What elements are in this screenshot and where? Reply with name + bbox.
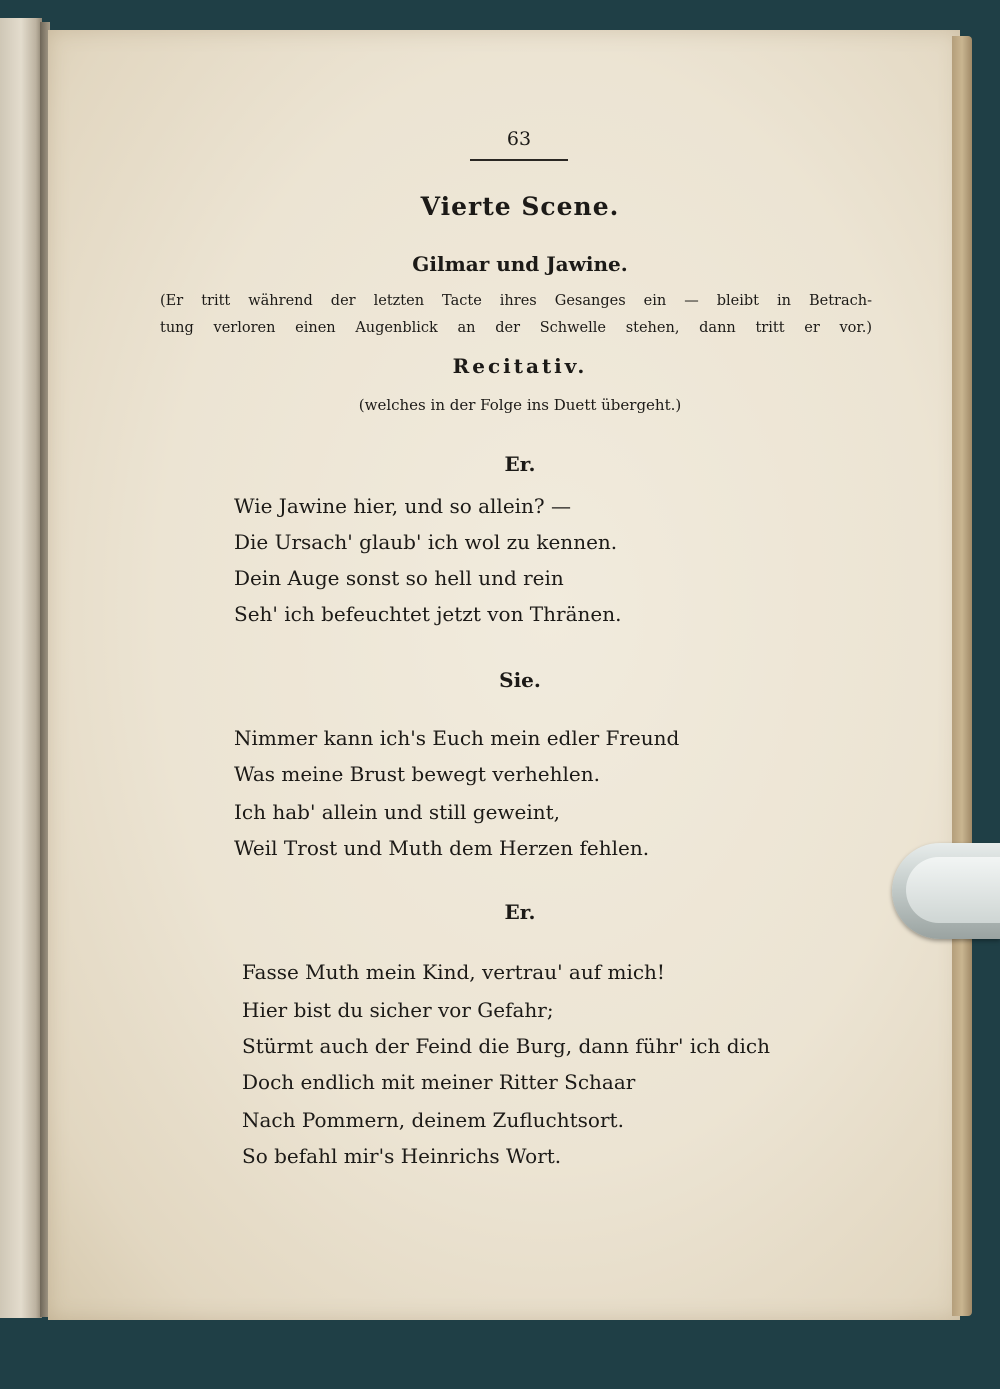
speaker-label: Er. <box>504 900 536 924</box>
page-number-rule <box>470 159 568 161</box>
speaker-label: Er. <box>504 452 536 476</box>
verse-line: Dein Auge sonst so hell und rein <box>234 566 564 590</box>
scene-title: Vierte Scene. <box>420 192 620 221</box>
verse-line: Wie Jawine hier, und so allein? — <box>234 494 572 518</box>
verse-line: Seh' ich befeuchtet jetzt von Thränen. <box>234 602 622 626</box>
stage-direction-line: (Er tritt während der letzten Tacte ihres Gesanges ein — bleibt in Betrach- <box>160 293 872 309</box>
speaker-label: Sie. <box>499 668 541 692</box>
verse-line: So befahl mir's Heinrichs Wort. <box>242 1144 562 1168</box>
verse-line: Doch endlich mit meiner Ritter Schaar <box>242 1070 636 1094</box>
verse-line: Stürmt auch der Feind die Burg, dann führ' ich dich <box>242 1034 770 1058</box>
verse-line: Ich hab' allein und still geweint, <box>234 800 561 824</box>
verse-line: Fasse Muth mein Kind, vertrau' auf mich! <box>242 960 665 984</box>
scene-characters: Gilmar und Jawine. <box>412 252 628 276</box>
section-title: Recitativ. <box>452 354 588 378</box>
verse-line: Nach Pommern, deinem Zufluchtsort. <box>242 1108 624 1132</box>
section-note: (welches in der Folge ins Duett übergeht.) <box>358 396 682 414</box>
stage-direction-line: tung verloren einen Augenblick an der Schwelle stehen, dann tritt er vor.) <box>160 320 872 336</box>
verse-line: Hier bist du sicher vor Gefahr; <box>242 998 554 1022</box>
verse-line: Die Ursach' glaub' ich wol zu kennen. <box>234 530 618 554</box>
verse-line: Was meine Brust bewegt verhehlen. <box>234 762 600 786</box>
verse-line: Nimmer kann ich's Euch mein edler Freund <box>234 726 680 750</box>
page-clip <box>892 843 1000 939</box>
page-number: 63 <box>506 128 532 150</box>
verse-line: Weil Trost und Muth dem Herzen fehlen. <box>234 836 650 860</box>
